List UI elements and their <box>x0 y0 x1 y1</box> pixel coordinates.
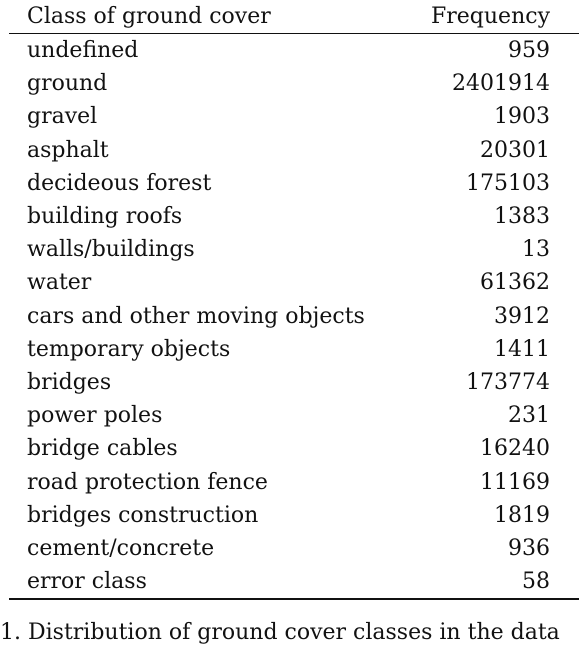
cell-frequency: 20301 <box>480 137 550 163</box>
cell-frequency: 173774 <box>466 369 550 395</box>
cell-class: undefined <box>27 38 139 64</box>
table-row <box>9 399 579 432</box>
cell-frequency: 11169 <box>480 469 550 495</box>
cell-class: bridges construction <box>27 502 259 528</box>
table-row <box>9 565 579 598</box>
cell-class: temporary objects <box>27 336 231 362</box>
cell-class: gravel <box>27 104 98 130</box>
bottom-rule <box>9 598 579 600</box>
cell-frequency: 1819 <box>494 502 550 528</box>
table-row <box>9 34 579 67</box>
cell-frequency: 175103 <box>466 170 550 196</box>
table-row <box>9 233 579 266</box>
table-row <box>9 465 579 498</box>
frequency-table <box>9 0 579 600</box>
header-frequency: Frequency <box>431 4 550 29</box>
table-body <box>9 34 579 598</box>
cell-class: water <box>27 270 92 296</box>
cell-class: error class <box>27 569 147 595</box>
table-row <box>9 300 579 333</box>
cell-frequency: 1411 <box>494 336 550 362</box>
cell-frequency: 2401914 <box>452 71 550 97</box>
cell-frequency: 13 <box>522 237 550 263</box>
table-row <box>9 532 579 565</box>
cell-class: power poles <box>27 403 163 429</box>
table-row <box>9 100 579 133</box>
cell-frequency: 1383 <box>494 204 550 230</box>
cell-class: walls/buildings <box>27 237 195 263</box>
table-row <box>9 134 579 167</box>
cell-frequency: 58 <box>522 569 550 595</box>
cell-frequency: 3912 <box>494 303 550 329</box>
cell-class: cars and other moving objects <box>27 303 365 329</box>
cell-class: asphalt <box>27 137 109 163</box>
cell-class: decideous forest <box>27 170 212 196</box>
cell-frequency: 1903 <box>494 104 550 130</box>
cell-class: bridge cables <box>27 436 178 462</box>
table-row <box>9 366 579 399</box>
table-row <box>9 200 579 233</box>
table-row <box>9 167 579 200</box>
table-header-row <box>9 0 579 33</box>
cell-class: road protection fence <box>27 469 268 495</box>
table-row <box>9 499 579 532</box>
cell-frequency: 16240 <box>480 436 550 462</box>
table-row <box>9 266 579 299</box>
table-caption: 1. Distribution of ground cover classes in the data <box>0 620 560 645</box>
cell-frequency: 936 <box>508 535 550 561</box>
table-row <box>9 67 579 100</box>
cell-frequency: 231 <box>508 403 550 429</box>
table-row <box>9 432 579 465</box>
cell-class: cement/concrete <box>27 535 215 561</box>
cell-frequency: 959 <box>508 38 550 64</box>
table-row <box>9 333 579 366</box>
cell-frequency: 61362 <box>480 270 550 296</box>
header-class-of-ground-cover: Class of ground cover <box>27 4 271 29</box>
cell-class: ground <box>27 71 108 97</box>
cell-class: building roofs <box>27 204 183 230</box>
cell-class: bridges <box>27 369 112 395</box>
